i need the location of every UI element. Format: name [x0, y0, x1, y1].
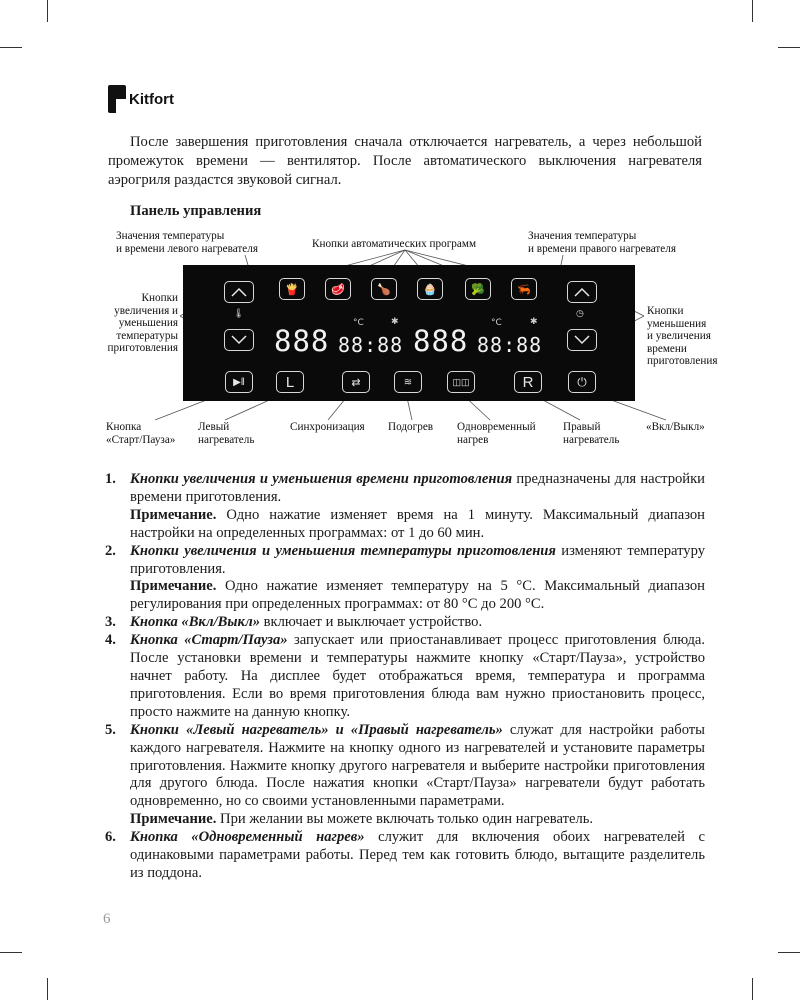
brand-logo — [108, 85, 174, 113]
dual-zone-icon: ◫◫ — [452, 376, 470, 387]
label-sync: Синхронизация — [290, 421, 365, 433]
label-preheat: Подогрев — [388, 421, 434, 433]
intro-paragraph: После завершения приготовления сначала отключается нагреватель, а через небольшой промежуток времени — вентилятор. После автоматического выключения нагревателя аэрогриля раздастся звуковой сигнал. — [108, 134, 702, 188]
instruction-list — [105, 471, 705, 883]
simultaneous-heat-button[interactable] — [447, 371, 475, 393]
time-down-button[interactable] — [567, 329, 597, 351]
program-shrimp-button[interactable]: 🦐 — [511, 278, 537, 300]
celsius-indicator-right: °C — [491, 318, 502, 328]
program-vegetables-button[interactable]: 🥦 — [465, 278, 491, 300]
label-temp-buttons: Кнопки увеличения и уменьшения температуры приготовления — [107, 292, 178, 354]
chevron-down-icon — [231, 335, 247, 345]
control-panel — [183, 265, 635, 401]
list-item: 4. Кнопка «Старт/Пауза» запускает или приостанавливает процесс приготовления блюда. После установки времени и температуры нажмите кнопку «Старт/Пауза», устройство начнет работу. На дисплее будет отображаться время, температура и программа приготовления. Если во время приготовления блюда вам нужно приостановить процесс, просто нажмите на данную кнопку. — [105, 632, 705, 720]
label-time-buttons: Кнопки уменьшения и увеличения времени приготовления — [647, 305, 718, 367]
power-button[interactable] — [568, 371, 596, 393]
label-start-pause: Кнопка «Старт/Пауза» — [106, 421, 176, 446]
play-pause-icon: ▶‖ — [233, 376, 245, 388]
power-icon: ⏻ — [577, 374, 587, 389]
kitfort-logo-icon — [108, 85, 126, 113]
left-time-display: 88:88 — [338, 333, 404, 357]
list-item: 6. Кнопка «Одновременный нагрев» служит для включения обоих нагревателей с одинаковыми параметрами работы. Перед тем как готовить блюдо, вытащите разделитель из поддона. — [105, 829, 705, 881]
label-auto-programs: Кнопки автоматических программ — [312, 238, 477, 250]
label-simultaneous: Одновременный нагрев — [457, 421, 536, 446]
celsius-indicator-left: °C — [353, 318, 364, 328]
left-temp-display: 888 — [274, 324, 330, 358]
label-right-values: Значения температуры и времени правого нагревателя — [528, 230, 676, 255]
label-left-heater: Левый нагреватель — [198, 421, 255, 446]
right-heater-button[interactable]: R — [514, 371, 542, 393]
preheat-icon: ≋ — [403, 376, 413, 388]
list-item: 5. Кнопки «Левый нагреватель» и «Правый нагреватель» служат для настройки работы каждого нагревателя. Нажмите на кнопку одного из нагревателей и установите параметры приготовления. Нажмите кнопку другого нагревателя и выберите настройки приготовления для другого блюда. После нажатия кнопки «Старт/Пауза» нагреватели будут работать одновременно, но со своими установленными параметрами. Примечание. При желании вы можете включать только один нагреватель. — [105, 721, 705, 828]
crop-mark — [778, 47, 800, 48]
right-time-display: 88:88 — [477, 333, 543, 357]
temp-down-button[interactable] — [224, 329, 254, 351]
crop-mark — [0, 952, 22, 953]
preheat-button[interactable] — [394, 371, 422, 393]
sync-button[interactable] — [342, 371, 370, 393]
crop-mark — [47, 0, 48, 22]
list-item: 2. Кнопки увеличения и уменьшения температуры приготовления изменяют температуру приготовления. Примечание. Одно нажатие изменяет температуру на 5 °C. Максимальный диапазон регулирования при определенных программах: от 80 °C до 200 °C. — [105, 542, 705, 613]
chevron-down-icon — [574, 335, 590, 345]
fan-icon: ✱ — [391, 317, 399, 327]
left-heater-button[interactable]: L — [276, 371, 304, 393]
sync-icon: ⇄ — [351, 376, 361, 389]
page-number: 6 — [103, 911, 111, 927]
crop-mark — [752, 0, 753, 22]
brand-name: Kitfort — [129, 90, 174, 108]
label-left-values: Значения температуры и времени левого нагревателя — [116, 230, 258, 255]
list-item: 1. Кнопки увеличения и уменьшения времени приготовления предназначены для настройки времени приготовления. Примечание. Одно нажатие изменяет время на 1 минуту. Максимальный диапазон настройки на определенных программах: от 1 до 60 мин. — [105, 471, 705, 541]
program-fries-button[interactable]: 🍟 — [279, 278, 305, 300]
section-heading: Панель управления — [130, 203, 262, 219]
program-cupcake-button[interactable]: 🧁 — [417, 278, 443, 300]
right-temp-display: 888 — [413, 324, 469, 358]
program-chicken-button[interactable]: 🍗 — [371, 278, 397, 300]
chevron-up-icon — [574, 287, 590, 297]
clock-icon: ◷ — [576, 309, 584, 319]
crop-mark — [778, 952, 800, 953]
chevron-up-icon — [231, 287, 247, 297]
crop-mark — [47, 978, 48, 1000]
label-power: «Вкл/Выкл» — [646, 421, 705, 433]
crop-mark — [0, 47, 22, 48]
thermometer-icon: 🌡 — [233, 309, 245, 319]
temp-up-button[interactable] — [224, 281, 254, 303]
list-item: 3. Кнопка «Вкл/Выкл» включает и выключает устройство. — [105, 614, 483, 631]
time-up-button[interactable] — [567, 281, 597, 303]
program-steak-button[interactable]: 🥩 — [325, 278, 351, 300]
label-right-heater: Правый нагреватель — [563, 421, 620, 446]
fan-icon: ✱ — [530, 317, 538, 327]
crop-mark — [752, 978, 753, 1000]
start-pause-button[interactable] — [225, 371, 253, 393]
